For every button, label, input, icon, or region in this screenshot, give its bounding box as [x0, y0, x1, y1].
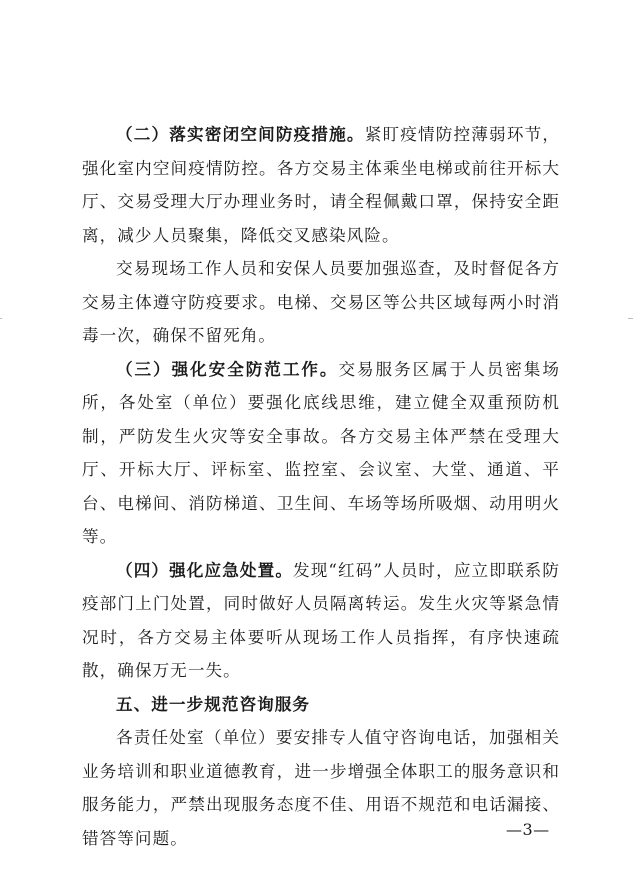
paragraph-consulting-hotline: [82, 721, 560, 855]
paragraph-text: 交易服务区属于人员密集场所，各处室（单位）要强化底线思维，建立健全双重预防机制，严防发生火灾等安全事故。各方交易主体严禁在受理大厅、开标大厅、评标室、监控室、会议室、大堂、通道、平台、电梯间、消防梯道、卫生间、车场等场所吸烟、动用明火等。: [82, 359, 560, 546]
paragraph-closed-space-measures: [82, 118, 560, 252]
paragraph-lead: （四）强化应急处置。: [116, 560, 294, 580]
paragraph-lead: （三）强化安全防范工作。: [116, 359, 339, 379]
page-number: —3—: [506, 820, 550, 839]
paragraph-text: 交易现场工作人员和安保人员要加强巡查，及时督促各方交易主体遵守防疫要求。电梯、交易区等公共区域每两小时消毒一次，确保不留死角。: [82, 259, 560, 345]
section-heading-consulting-service: 五、进一步规范咨询服务: [116, 694, 311, 714]
paragraph-emergency-response: [82, 554, 560, 688]
paragraph-lead: （二）落实密闭空间防疫措施。: [116, 125, 365, 144]
paragraph-text: 各责任处室（单位）要安排专人值守咨询电话，加强相关业务培训和职业道德教育，进一步增强全体职工的服务意识和服务能力，严禁出现服务态度不佳、用语不规范和电话漏接、错答等问题。: [82, 728, 560, 848]
paragraph-onsite-inspection: [82, 252, 560, 353]
scan-edge-mark-right: [628, 318, 633, 319]
paragraph-safety-precautions: [82, 353, 560, 554]
document-body: [82, 118, 560, 855]
paragraph-text: 发现“红码”人员时，应立即联系防疫部门上门处置，同时做好人员隔离转运。发生火灾等紧急情况时，各方交易主体要听从现场工作人员指挥，有序快速疏散，确保万无一失。: [82, 560, 560, 680]
scan-edge-mark-left: [0, 318, 2, 319]
paragraph-text: 紧盯疫情防控薄弱环节，强化室内空间疫情防控。各方交易主体乘坐电梯或前往开标大厅、交易受理大厅办理业务时，请全程佩戴口罩，保持安全距离，减少人员聚集，降低交叉感染风险。: [82, 125, 560, 245]
